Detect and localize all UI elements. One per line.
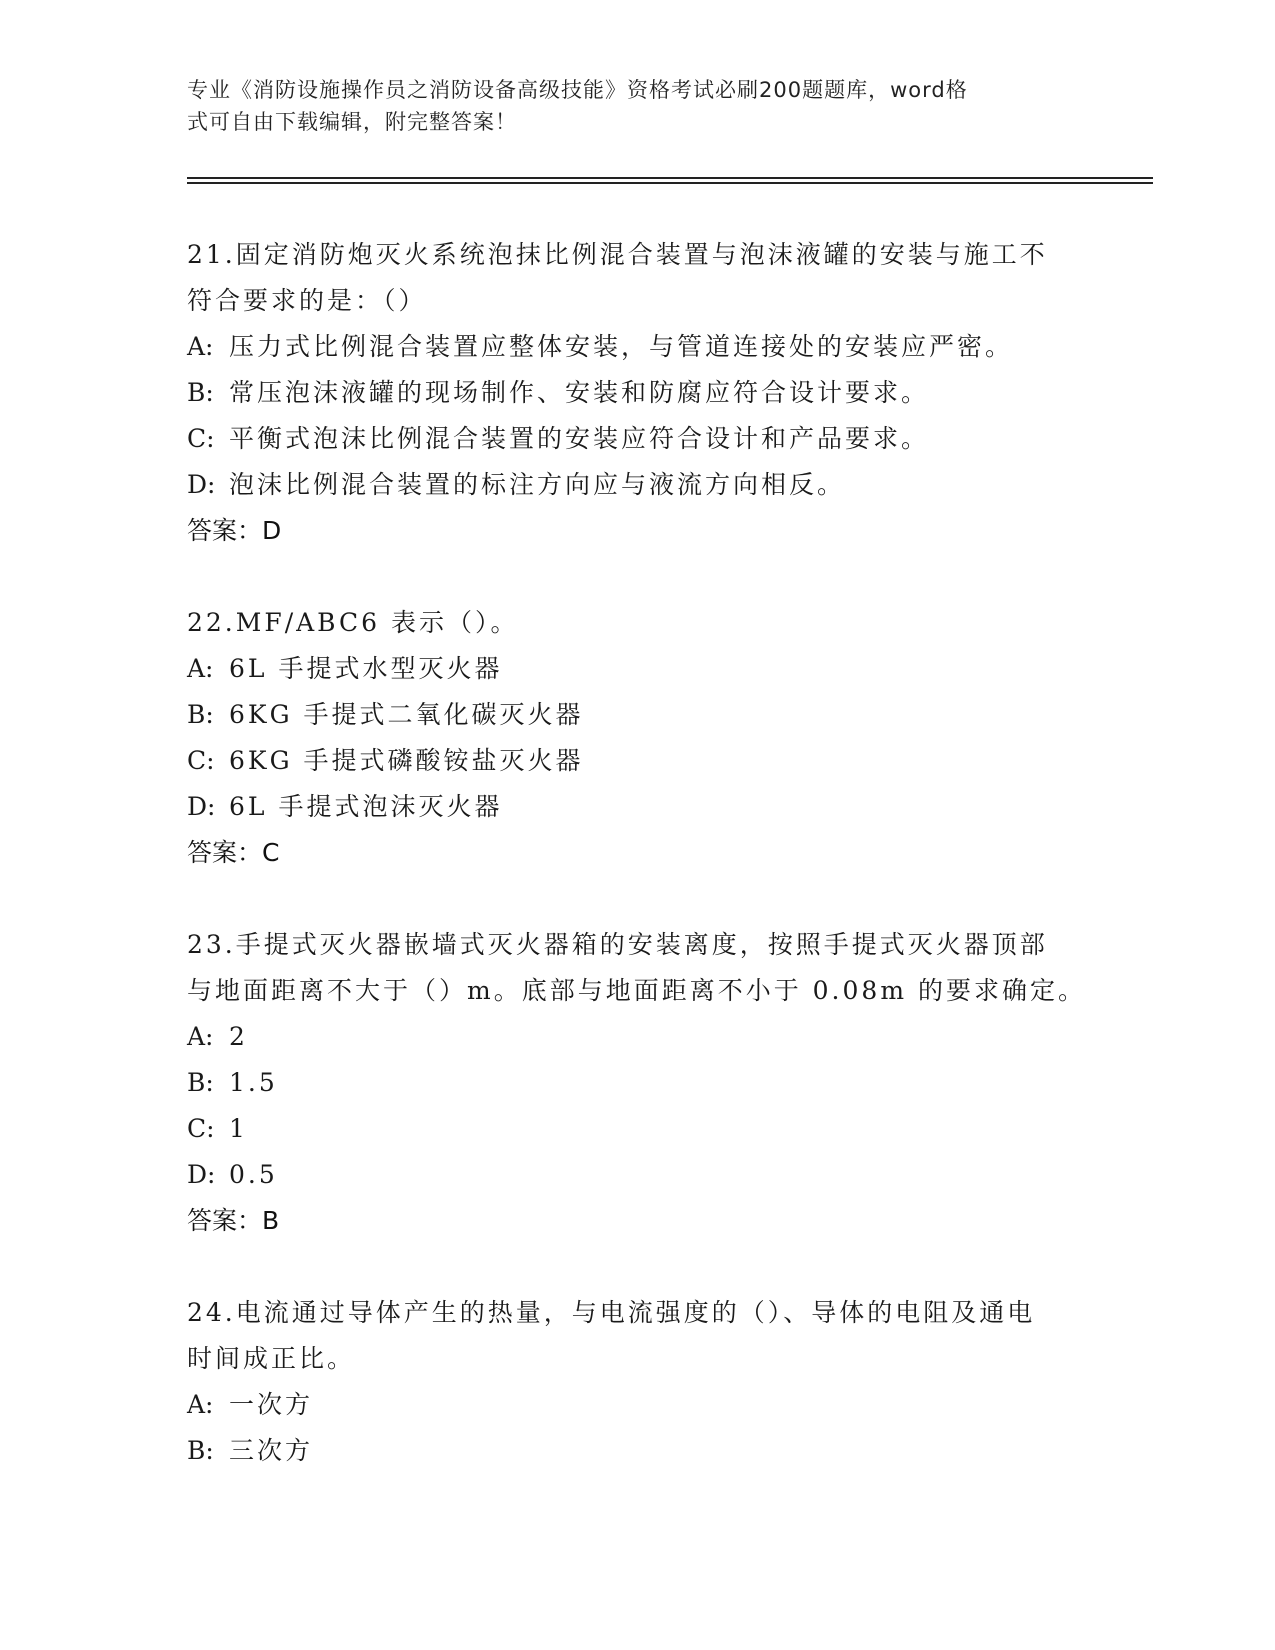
option-key: B:	[187, 700, 214, 729]
option-b	[187, 1428, 1087, 1474]
option-key: D:	[187, 1160, 216, 1189]
option-text: 常压泡沫液罐的现场制作、安装和防腐应符合设计要求。	[229, 378, 930, 407]
option-a	[187, 646, 1087, 692]
option-b	[187, 370, 1087, 416]
question-stem-line-1: 21.固定消防炮灭火系统泡抹比例混合装置与泡沫液罐的安装与施工不	[187, 240, 1048, 269]
option-d	[187, 462, 1087, 508]
option-text: 压力式比例混合装置应整体安装，与管道连接处的安装应严密。	[229, 332, 1014, 361]
option-text: 6KG 手提式磷酸铵盐灭火器	[229, 746, 584, 775]
option-text: 1.5	[229, 1068, 278, 1097]
option-a	[187, 1382, 1087, 1428]
option-key: A:	[187, 1022, 214, 1051]
option-key: A:	[187, 332, 214, 361]
option-b	[187, 692, 1087, 738]
option-key: C:	[187, 746, 215, 775]
option-key: B:	[187, 1068, 214, 1097]
option-text: 一次方	[229, 1390, 314, 1419]
answer-label: 答案：C	[187, 838, 280, 867]
option-key: C:	[187, 424, 215, 453]
option-key: D:	[187, 792, 216, 821]
option-key: D:	[187, 470, 216, 499]
header-line-1: 专业《消防设施操作员之消防设备高级技能》资格考试必刷200题题库，word格	[187, 78, 968, 102]
header-divider-top	[187, 177, 1153, 179]
option-key: B:	[187, 378, 214, 407]
option-b	[187, 1060, 1087, 1106]
question-list	[187, 232, 1087, 1520]
option-key: B:	[187, 1436, 214, 1465]
document-header	[187, 74, 1087, 138]
question-stem-line-1: 23.手提式灭火器嵌墙式灭火器箱的安装离度，按照手提式灭火器顶部	[187, 930, 1048, 959]
option-c	[187, 1106, 1087, 1152]
question-stem-line-2: 时间成正比。	[187, 1344, 356, 1373]
question-21	[187, 232, 1087, 554]
question-stem-line-2: 符合要求的是：（）	[187, 286, 427, 315]
option-text: 1	[229, 1114, 248, 1143]
option-c	[187, 416, 1087, 462]
option-d	[187, 1152, 1087, 1198]
option-text: 平衡式泡沫比例混合装置的安装应符合设计和产品要求。	[229, 424, 930, 453]
option-a	[187, 1014, 1087, 1060]
option-text: 6L 手提式泡沫灭火器	[229, 792, 503, 821]
question-stem-line-1: 24.电流通过导体产生的热量，与电流强度的（）、导体的电阻及通电	[187, 1298, 1036, 1327]
answer-label: 答案：B	[187, 1206, 280, 1235]
option-text: 6KG 手提式二氧化碳灭火器	[229, 700, 584, 729]
question-stem-line-1: 22.MF/ABC6 表示（）。	[187, 608, 519, 637]
question-stem-line-2: 与地面距离不大于（）m。底部与地面距离不小于 0.08m 的要求确定。	[187, 976, 1086, 1005]
option-text: 泡沫比例混合装置的标注方向应与液流方向相反。	[229, 470, 846, 499]
option-text: 2	[229, 1022, 248, 1051]
option-c	[187, 738, 1087, 784]
header-line-2: 式可自由下载编辑，附完整答案！	[187, 110, 517, 134]
question-22	[187, 600, 1087, 876]
option-a	[187, 324, 1087, 370]
option-d	[187, 784, 1087, 830]
question-23	[187, 922, 1087, 1244]
answer-label: 答案：D	[187, 516, 282, 545]
header-divider-bottom	[187, 182, 1153, 184]
option-key: C:	[187, 1114, 215, 1143]
option-text: 0.5	[229, 1160, 278, 1189]
option-text: 6L 手提式水型灭火器	[229, 654, 503, 683]
option-text: 三次方	[229, 1436, 314, 1465]
option-key: A:	[187, 1390, 214, 1419]
option-key: A:	[187, 654, 214, 683]
question-24	[187, 1290, 1087, 1474]
